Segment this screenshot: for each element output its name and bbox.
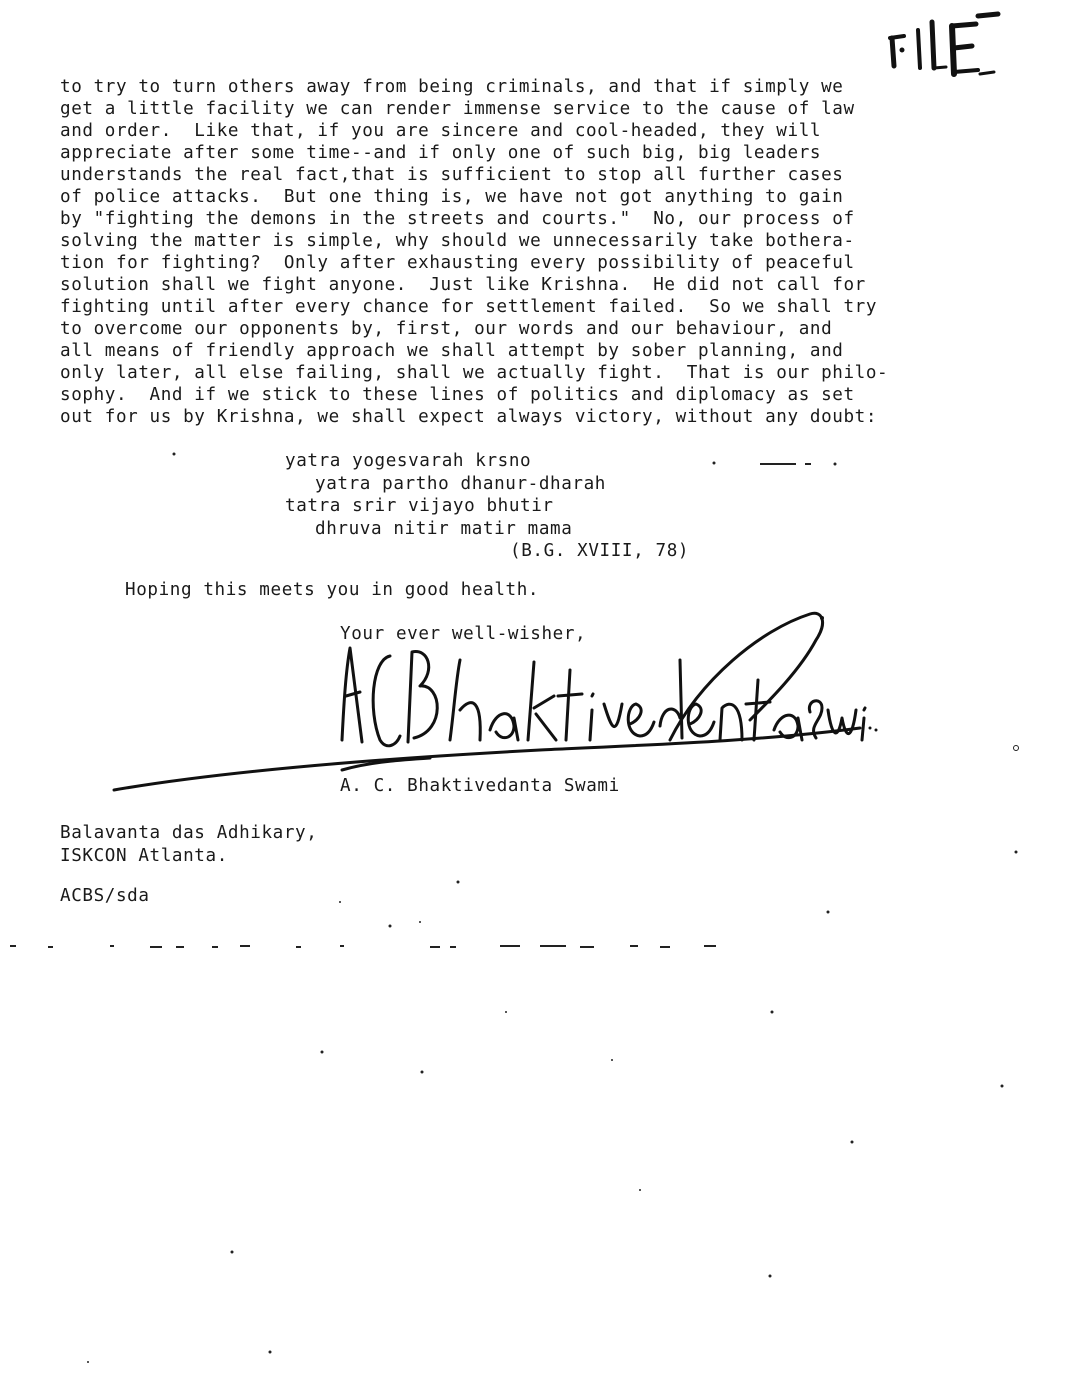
verse-line: yatra yogesvarah krsno <box>285 451 532 471</box>
recipient-name: Balavanta das Adhikary, <box>60 823 318 843</box>
handwritten-signature <box>110 600 880 800</box>
sanskrit-verse <box>285 450 689 563</box>
recipient-block <box>60 822 317 868</box>
recipient-location: ISKCON Atlanta. <box>60 846 228 866</box>
verse-line: yatra partho dhanur-dharah <box>315 473 607 494</box>
verse-reference: (B.G. XVIII, 78) <box>510 541 690 561</box>
body-line: understands the real fact,that is sufficient to stop all further cases <box>60 165 844 185</box>
body-line: to try to turn others away from being criminals, and that if simply we <box>60 77 844 97</box>
signer-name: A. C. Bhaktivedanta Swami <box>340 776 620 796</box>
body-line: and order. Like that, if you are sincere and cool-headed, they will <box>60 121 822 141</box>
body-line: only later, all else failing, shall we actually fight. That is our philo- <box>60 363 889 383</box>
reference-initials: ACBS/sda <box>60 886 150 906</box>
body-line: fighting until after every chance for settlement failed. So we shall try <box>60 297 878 317</box>
body-line: by "fighting the demons in the streets and courts." No, our process of <box>60 209 855 229</box>
file-stamp <box>880 8 1010 78</box>
body-line: solution shall we fight anyone. Just like Krishna. He did not call for <box>60 275 866 295</box>
body-line: get a little facility we can render immense service to the cause of law <box>60 99 855 119</box>
verse-line: tatra srir vijayo bhutir <box>285 496 554 516</box>
verse-line: dhruva nitir matir mama <box>315 518 573 539</box>
body-line: of police attacks. But one thing is, we have not got anything to gain <box>60 187 844 207</box>
body-line: to overcome our opponents by, first, our words and our behaviour, and <box>60 319 833 339</box>
body-line: solving the matter is simple, why should we unnecessarily take bothera- <box>60 231 855 251</box>
body-line: out for us by Krishna, we shall expect always victory, without any doubt: <box>60 407 878 427</box>
body-line: appreciate after some time--and if only one of such big, big leaders <box>60 143 822 163</box>
body-line: tion for fighting? Only after exhausting every possibility of peaceful <box>60 253 855 273</box>
body-line: all means of friendly approach we shall attempt by sober planning, and <box>60 341 844 361</box>
valediction: Your ever well-wisher, <box>340 624 587 644</box>
letter-body <box>60 76 1060 428</box>
closing-line: Hoping this meets you in good health. <box>125 580 540 600</box>
body-line: sophy. And if we stick to these lines of politics and diplomacy as set <box>60 385 855 405</box>
